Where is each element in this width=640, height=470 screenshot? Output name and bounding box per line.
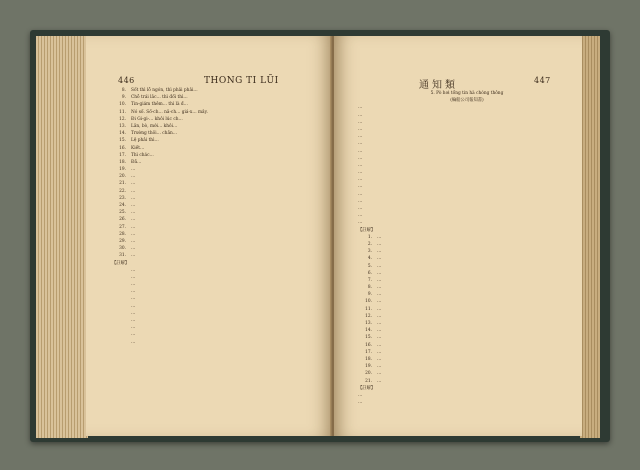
item-text: … (358, 184, 363, 190)
section-heading: 5. Pò hơi tổng tin hà chóng thông (430, 91, 504, 96)
item-number: 15. (365, 335, 372, 341)
notes-label: 【註解】 (358, 385, 376, 391)
item-number: 7. (367, 277, 372, 283)
item-text: … (131, 210, 136, 216)
list-item (112, 195, 322, 202)
list-item (112, 245, 322, 252)
item-text: … (377, 342, 382, 348)
list-item (112, 224, 322, 231)
item-number: 20. (365, 371, 372, 377)
list-item (358, 248, 576, 255)
item-text: … (377, 241, 382, 247)
paragraph-line (358, 198, 576, 205)
item-number: 19. (119, 167, 126, 173)
item-text: … (131, 325, 136, 331)
item-text: … (131, 231, 136, 237)
item-number: 20. (119, 174, 126, 180)
item-text: … (131, 253, 136, 259)
list-item (112, 123, 322, 130)
item-number: 27. (119, 224, 126, 230)
item-text: … (377, 335, 382, 341)
list-item (112, 216, 322, 223)
list-item (358, 241, 576, 248)
list-item (358, 313, 576, 320)
list-item (358, 284, 576, 291)
item-text: … (377, 234, 382, 240)
list-item (112, 209, 322, 216)
item-text: Lệ phải thì… (131, 138, 159, 144)
list-item (112, 202, 322, 209)
note-line (112, 310, 322, 317)
list-item (358, 291, 576, 298)
item-number: 22. (119, 188, 126, 194)
item-text: Đi Gi-gi-… khỏi lúc ch… (131, 116, 183, 122)
item-number: 15. (119, 138, 126, 144)
note-line (112, 288, 322, 295)
item-text: … (377, 378, 382, 384)
right-page-number: 447 (534, 76, 551, 85)
list-item (112, 231, 322, 238)
item-number: 23. (119, 195, 126, 201)
item-number: 12. (365, 313, 372, 319)
item-text: … (377, 292, 382, 298)
item-text: Thì chác… (131, 152, 154, 158)
item-number: 19. (365, 364, 372, 370)
list-item (358, 298, 576, 305)
list-item (112, 101, 322, 108)
notes-header (358, 227, 576, 234)
item-text: Sốt thì lỗ ngón, thì phải phải… (131, 88, 198, 93)
item-text: … (358, 148, 363, 154)
item-number: 31. (119, 253, 126, 259)
paragraph-line (358, 162, 576, 169)
item-text: … (358, 198, 363, 204)
item-number: 10. (119, 102, 126, 108)
item-text: … (131, 332, 136, 338)
item-number: 28. (119, 231, 126, 237)
item-text: … (131, 174, 136, 180)
item-text: … (377, 299, 382, 305)
item-text: … (358, 162, 363, 168)
item-number: 25. (119, 210, 126, 216)
paragraph-line (358, 205, 576, 212)
item-number: 30. (119, 246, 126, 252)
item-number: 1. (367, 234, 372, 240)
item-text: … (377, 285, 382, 291)
item-number: 8. (121, 88, 126, 93)
left-running-title: THONG TI LŨI (204, 76, 279, 86)
list-item (112, 94, 322, 101)
list-item (358, 334, 576, 341)
left-text-block (112, 87, 322, 346)
paragraph-line (358, 155, 576, 162)
item-text: … (358, 400, 363, 406)
paragraph-line (358, 104, 576, 111)
item-text: … (131, 203, 136, 208)
item-text: … (358, 155, 363, 161)
item-number: 9. (367, 292, 372, 298)
list-item (358, 342, 576, 349)
item-number: 6. (367, 270, 372, 276)
list-item (112, 152, 322, 159)
list-item (358, 349, 576, 356)
paragraph-line (358, 148, 576, 155)
item-number: 11. (119, 109, 126, 115)
section-subheading: (輪船公司報知書) (450, 98, 484, 104)
item-text: … (358, 141, 363, 147)
note-line (358, 392, 576, 399)
notes-header (358, 385, 576, 392)
note-line (112, 295, 322, 302)
right-text-block (358, 90, 576, 406)
note-line (112, 331, 322, 338)
item-number: 18. (119, 159, 126, 165)
notes-header (112, 260, 322, 267)
list-item (112, 87, 322, 94)
note-line (112, 324, 322, 331)
list-item (112, 166, 322, 173)
item-text: … (377, 356, 382, 362)
item-number: 26. (119, 217, 126, 223)
list-item (112, 116, 322, 123)
item-number: 14. (365, 328, 372, 334)
item-text: … (358, 206, 363, 211)
item-number: 10. (365, 299, 372, 305)
list-item (112, 130, 322, 137)
page-edges-right (580, 36, 600, 438)
item-text: … (131, 181, 136, 187)
item-text: … (131, 339, 136, 345)
note-line (112, 267, 322, 274)
paragraph-line (358, 119, 576, 126)
item-number: 17. (365, 349, 372, 355)
left-page (86, 36, 332, 436)
item-text: … (377, 306, 382, 312)
notes-label: 【註解】 (358, 227, 376, 233)
list-item (358, 306, 576, 313)
item-text: … (131, 246, 136, 252)
item-text: … (131, 296, 136, 302)
item-text: Chỗ trái lắc… thì đổi thì… (131, 95, 188, 101)
item-text: … (131, 238, 136, 244)
item-text: … (358, 112, 363, 118)
list-item (112, 173, 322, 180)
item-text: … (131, 318, 136, 323)
paragraph-line (358, 176, 576, 183)
item-number: 16. (365, 342, 372, 348)
paragraph-line (358, 112, 576, 119)
list-item (358, 270, 576, 277)
list-item (358, 255, 576, 262)
item-number: 13. (365, 321, 372, 326)
item-text: … (377, 364, 382, 370)
item-text: … (131, 167, 136, 173)
item-text: Lân, bò, mới… khỏi… (131, 123, 178, 129)
note-line (112, 317, 322, 324)
list-item (358, 356, 576, 363)
item-text: … (131, 274, 136, 280)
note-line (112, 274, 322, 281)
page-edges-left (36, 36, 88, 438)
note-line (112, 339, 322, 346)
item-number: 8. (367, 285, 372, 291)
item-text: Tin-giám thêm… thì là đ… (131, 102, 188, 108)
item-text: … (377, 263, 382, 269)
note-line (112, 281, 322, 288)
list-item (112, 145, 322, 152)
item-number: 16. (119, 145, 126, 151)
item-text: … (377, 270, 382, 276)
item-text: … (358, 177, 363, 183)
item-number: 13. (119, 123, 126, 129)
item-number: 4. (367, 256, 372, 262)
item-text: … (131, 310, 136, 316)
item-text: … (131, 267, 136, 273)
list-item (112, 252, 322, 259)
item-number: 24. (119, 203, 126, 208)
notes-label: 【註解】 (112, 260, 130, 266)
paragraph-line (358, 183, 576, 190)
item-text: Kiết… (131, 145, 145, 151)
list-item (358, 378, 576, 385)
item-text: … (358, 220, 363, 226)
item-text: … (131, 217, 136, 223)
item-text: … (377, 277, 382, 283)
item-number: 21. (119, 181, 126, 187)
paragraph-line (358, 219, 576, 226)
item-text: … (358, 392, 363, 398)
item-text: … (131, 282, 136, 288)
item-number: 3. (367, 249, 372, 255)
item-number: 12. (119, 116, 126, 122)
list-item (358, 320, 576, 327)
item-text: … (377, 371, 382, 377)
item-text: … (377, 249, 382, 255)
paragraph-line (358, 191, 576, 198)
list-item (112, 180, 322, 187)
item-text: Đã… (131, 159, 142, 165)
list-item (358, 277, 576, 284)
list-item (112, 238, 322, 245)
item-number: 9. (121, 95, 126, 101)
list-item (112, 109, 322, 116)
paragraph-line (358, 133, 576, 140)
list-item (358, 327, 576, 334)
left-page-number: 446 (118, 76, 135, 85)
note-line (112, 303, 322, 310)
item-text: Trường thôi… chẵn… (131, 131, 178, 137)
item-text: … (358, 134, 363, 140)
item-number: 14. (119, 131, 126, 137)
right-running-title: 通知類 (419, 80, 458, 91)
item-number: 21. (365, 378, 372, 384)
item-text: … (358, 105, 363, 111)
item-text: … (131, 188, 136, 194)
paragraph-line (358, 169, 576, 176)
item-text: … (377, 321, 382, 326)
list-item (358, 370, 576, 377)
item-text: … (377, 349, 382, 355)
item-number: 17. (119, 152, 126, 158)
item-text: … (358, 170, 363, 176)
item-text: … (131, 289, 136, 295)
item-text: … (377, 328, 382, 334)
item-text: … (131, 195, 136, 201)
item-number: 29. (119, 238, 126, 244)
item-number: 5. (367, 263, 372, 269)
item-text: … (131, 224, 136, 230)
item-text: … (358, 191, 363, 197)
item-text: … (377, 256, 382, 262)
paragraph-line (358, 140, 576, 147)
list-item (112, 188, 322, 195)
item-text: … (377, 313, 382, 319)
paragraph-line (358, 212, 576, 219)
list-item (358, 263, 576, 270)
item-text: … (358, 119, 363, 125)
item-number: 11. (365, 306, 372, 312)
list-item (112, 159, 322, 166)
list-item (112, 137, 322, 144)
note-line (358, 399, 576, 406)
item-text: … (358, 126, 363, 132)
item-number: 2. (367, 241, 372, 247)
item-text: … (358, 213, 363, 219)
item-number: 18. (365, 356, 372, 362)
list-item (358, 234, 576, 241)
right-page (334, 36, 582, 436)
item-text: Nó số. Số-ch… nâ-ch… giá-x… mảy. (131, 109, 208, 115)
list-item (358, 363, 576, 370)
item-text: … (131, 303, 136, 309)
paragraph-line (358, 126, 576, 133)
